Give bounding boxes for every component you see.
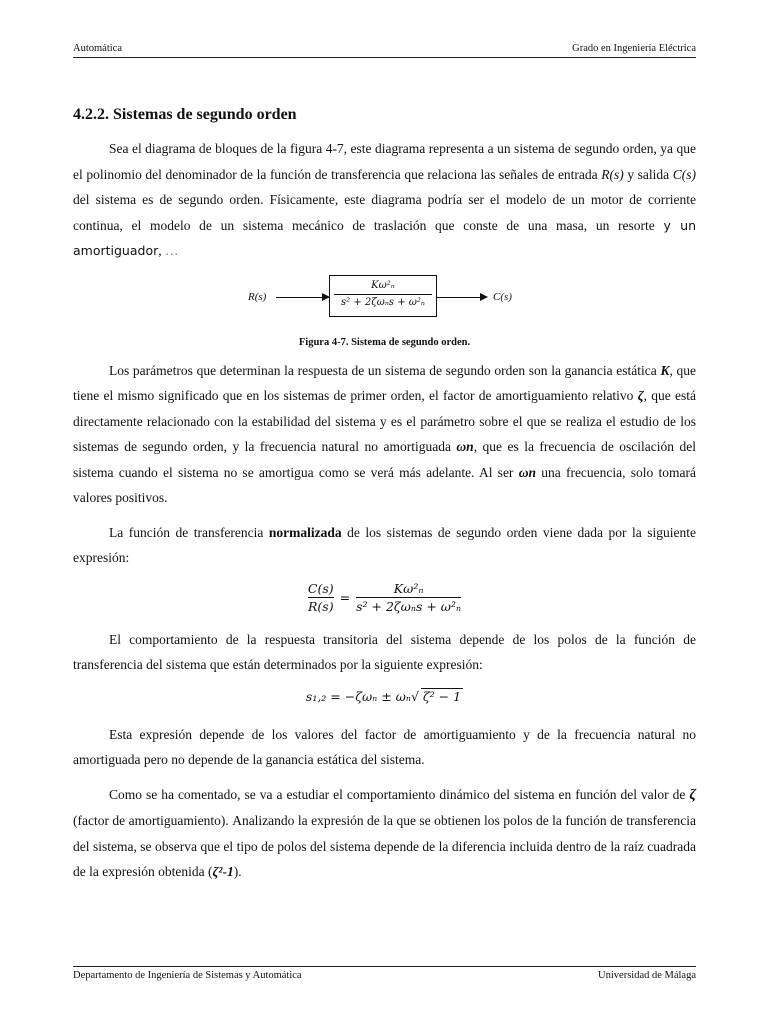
- block-numerator: Kω²ₙ: [371, 279, 395, 291]
- paragraph-5: Esta expresión depende de los valores del factor de amortiguamiento y de la frecuencia natural no amortiguada pero no depende de la ganancia estática del sistema.: [73, 726, 696, 767]
- omega-n-symbol-2: ωn: [518, 464, 536, 480]
- input-signal-ref: R(s): [601, 166, 624, 182]
- zeta-expression: ζ²-1: [212, 864, 234, 879]
- page-content: [73, 106, 696, 894]
- block-fraction: [334, 278, 432, 311]
- omega-n-symbol: ωn: [456, 439, 474, 454]
- output-signal-ref: C(s): [672, 166, 696, 182]
- poles-equation: [73, 688, 696, 704]
- paragraph-2: Los parámetros que determinan la respuesta de un sistema de segundo orden son la ganancia estática K, que tiene el mismo significado que en los sistemas de primer orden, el factor de amortiguamiento relativo ζ, que está directamente relacionado con la estabilidad del sistema y es el parámetro sobre el que se realiza el estudio de los sistemas de segundo orden, y la frecuencia natural no amortiguada ωn, que es la frecuencia de oscilación del sistema cuando el sistema no se amortigua como se verá más adelante. Al ser ωn una frecuencia, solo tomará valores positivos.: [73, 362, 697, 505]
- sqrt-sign: √: [410, 688, 419, 704]
- diagram-input-label: R(s): [248, 290, 267, 303]
- block-diagram: [73, 273, 696, 329]
- figure-caption: Figura 4-7. Sistema de segundo orden.: [298, 336, 471, 348]
- footer-left: Departamento de Ingeniería de Sistemas y Automática: [73, 970, 302, 981]
- eq2-lhs: s₁,₂ = −ζωₙ ± ωₙ: [305, 688, 411, 704]
- transfer-function-block: [329, 275, 437, 317]
- block-denominator: s² + 2ζωₙs + ω²ₙ: [334, 294, 432, 311]
- eq1-equals: =: [339, 589, 351, 605]
- page-header: [73, 43, 696, 58]
- zeta-symbol: ζ: [637, 388, 644, 403]
- header-right: Grado en Ingeniería Eléctrica: [572, 43, 696, 54]
- paragraph-1: Sea el diagrama de bloques de la figura 4-7, este diagrama representa a un sistema de segundo orden, ya que el polinomio del denominador de la función de transferencia que relaciona las señales de entrada R(s) y salida C(s) del sistema es de segundo orden. Físicamente, este diagrama podría ser el modelo de un motor de corriente continua, el modelo de un sistema mecánico de traslación que conste de una masa, un resorte y un amortiguador, …: [73, 141, 696, 258]
- emphasis-normalizada: normalizada: [268, 524, 342, 540]
- footer-right: Universidad de Málaga: [598, 970, 696, 981]
- paragraph-3: La función de transferencia normalizada de los sistemas de segundo orden viene dada por la siguiente expresión:: [73, 524, 697, 565]
- eq1-rhs: $\frac{\text{Kω²ₙ}}{\text{s² + 2ζωₙs + ω²ₙ}}$: [356, 580, 462, 614]
- page-footer: [73, 966, 696, 983]
- diagram-output-label: C(s): [493, 290, 512, 303]
- header-left: Automática: [73, 43, 122, 54]
- gain-symbol: K: [660, 362, 670, 378]
- eq2-radicand: ζ² − 1: [422, 688, 462, 704]
- eq1-lhs: $\frac{C(s)}{R(s)}$: [307, 580, 334, 614]
- paragraph-4: El comportamiento de la respuesta transitoria del sistema depende de los polos de la función de transferencia del sistema que están determinados por la siguiente expresión:: [73, 631, 696, 672]
- paragraph-6: Como se ha comentado, se va a estudiar el comportamiento dinámico del sistema en función del valor de ζ (factor de amortiguamiento). Analizando la expresión de la que se obtienen los polos de la función de transferencia del sistema, se observa que el tipo de polos del sistema depende de la diferencia incluida dentro de la raíz cuadrada de la expresión obtenida (ζ²-1).: [73, 786, 696, 879]
- transfer-function-equation: [73, 580, 696, 615]
- output-arrow-line: [437, 297, 485, 298]
- zeta-symbol-3: ζ: [689, 786, 696, 803]
- output-arrow-head: [480, 293, 488, 301]
- section-title: 4.2.2. Sistemas de segundo orden: [73, 106, 297, 123]
